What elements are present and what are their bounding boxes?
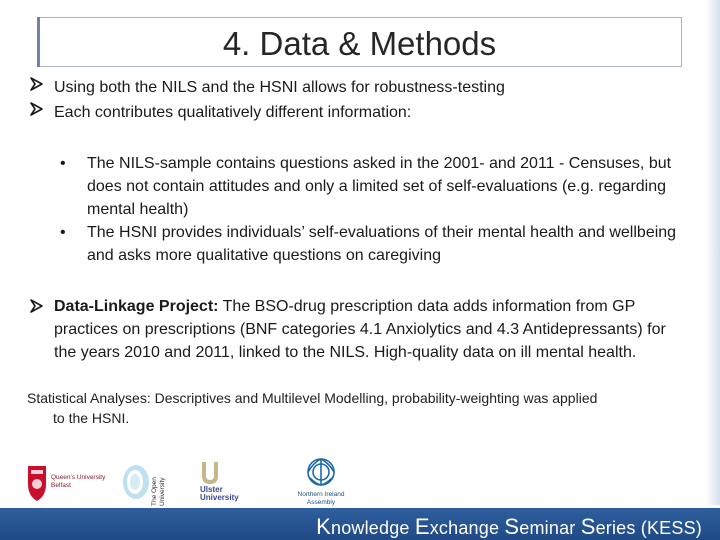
qub-name-line1: Queen's University [51, 474, 106, 481]
slide-title: 4. Data & Methods [222, 25, 497, 62]
bullet-text: Each contributes qualitatively different information: [54, 104, 412, 121]
linkage-heading: Data-Linkage Project: [54, 298, 219, 315]
linkage-text [54, 295, 690, 364]
footer-series-title: Knowledge Exchange Seminar Series (KESS) [316, 514, 702, 539]
arrow-bullet-icon [30, 298, 44, 321]
northern-ireland-assembly-logo [288, 456, 354, 511]
dot-bullet-icon: • [60, 224, 66, 241]
ni-name-line1: Northern Ireland [297, 491, 345, 498]
sub-bullet-text: The NILS-sample contains questions asked in the 2001- and 2011 - Censuses, but does not contain attitudes and only a limited set of self-evaluations (e.g. regarding mental health) [87, 155, 672, 218]
ulster-name-line1: Ulster [200, 485, 223, 494]
sub-bullet-text: The HSNI provides individuals’ self-evaluations of their mental health and wellbeing and asks more qualitative questions on caregiving [87, 224, 677, 264]
footer-banner [0, 508, 720, 540]
sub-bullet-hsni [60, 221, 690, 267]
open-name-line1: The Open [151, 477, 158, 506]
ni-name-line2: Assembly [306, 499, 336, 506]
sub-bullet-nils [60, 152, 690, 221]
stats-line-2: to the HSNI. [53, 410, 130, 426]
arrow-bullet-icon [30, 101, 44, 124]
title-box [37, 17, 682, 67]
qub-name-line2: Belfast [51, 482, 71, 489]
statistical-analyses [27, 388, 692, 428]
linkage-body: The BSO-drug prescription data adds information from GP practices on prescriptions (BNF categories 4.1 Anxiolytics and 4.3 Antidepressants) for the years 2010 and 2011, linked to the NILS. High-quality data on ill mental health. [54, 298, 666, 361]
open-name-line2: University [159, 477, 166, 506]
bullet-data-linkage [30, 295, 690, 364]
dot-bullet-icon: • [60, 155, 66, 172]
ulster-name-line2: University [200, 493, 239, 502]
edge-gradient [706, 0, 720, 505]
stats-line-1: Statistical Analyses: Descriptives and Multilevel Modelling, probability-weighting was applied [27, 390, 598, 406]
arrow-bullet-icon [30, 76, 44, 99]
bullet-text: Using both the NILS and the HSNI allows for robustness-testing [54, 79, 505, 96]
sub-bullet-list [60, 152, 690, 267]
queens-university-logo [25, 462, 106, 511]
ulster-university-logo [198, 460, 260, 509]
